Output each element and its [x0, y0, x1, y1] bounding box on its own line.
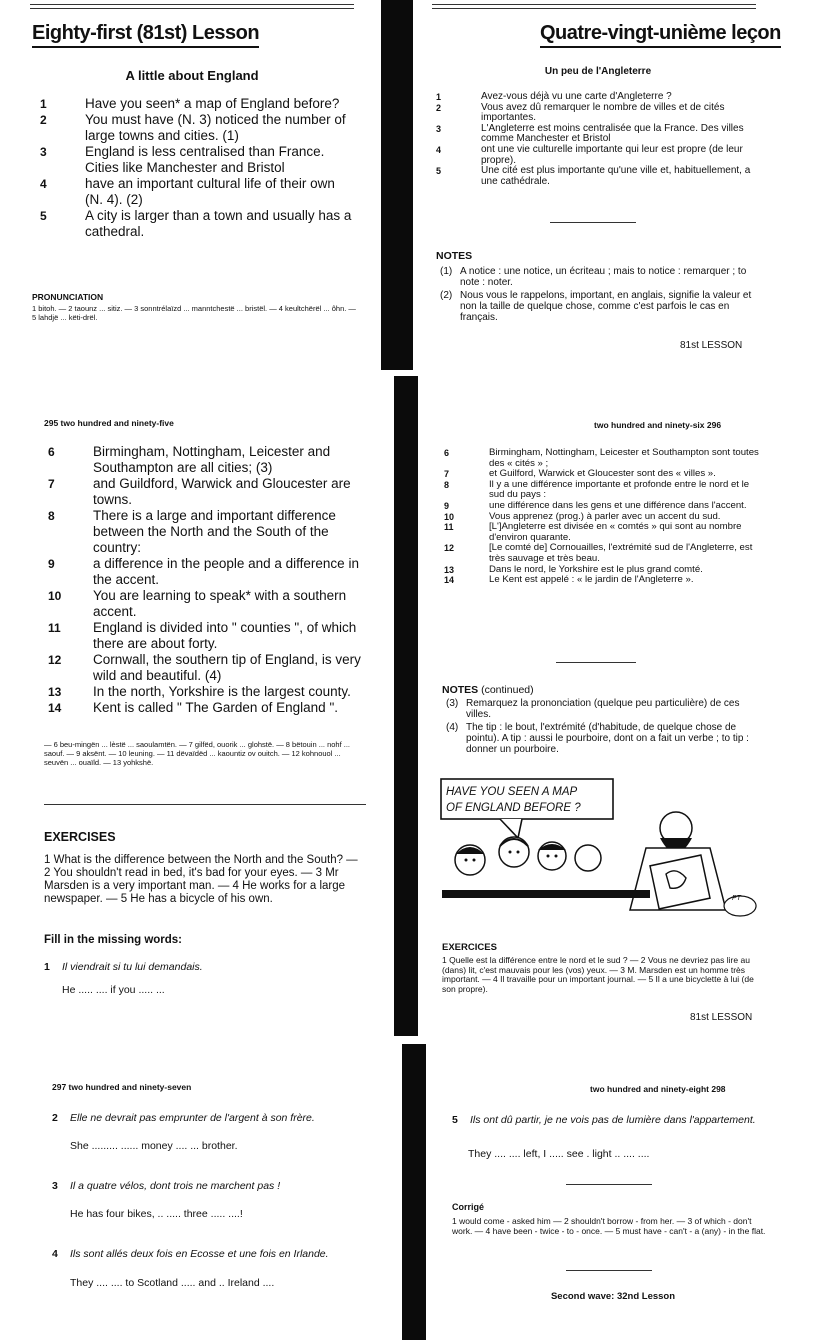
book-spine-1: [381, 0, 413, 370]
book-spine-3: [402, 1044, 426, 1340]
page-header-297: 297 two hundred and ninety-seven: [52, 1082, 192, 1092]
notes-list-2: [446, 698, 766, 755]
page-header-298: two hundred and ninety-eight 298: [590, 1084, 726, 1094]
list-item: 13 Dans le nord, le Yorkshire est le plus grand comté.: [444, 563, 703, 575]
notes-title: NOTES: [436, 250, 473, 262]
list-item: 5 Une cité est plus importante qu'une ville et, habituellement, a une cathédrale.: [436, 165, 751, 187]
corrige-text: 1 would come - asked him — 2 shouldn't borrow - from her. — 3 of which - don't work. — 4 have been - twice - to - once. — 5 must have - can't - a (any) - in the flat.: [452, 1216, 766, 1236]
fill-in-2: 2 Elle ne devrait pas emprunter de l'argent à son frère.: [52, 1112, 315, 1124]
list-item: 8 There is a large and important difference between the North and the South of the country:: [48, 508, 336, 555]
exercices-text: 1 Quelle est la différence entre le nord et le sud ? — 2 Vous ne devriez pas lire au (dans) lit, c'est mauvais pour les (vos) yeux. — 3 M. Marsden est un homme très important. — 4 Il travaille pour un important journal. — 5 Il a une bicyclette à lui (de son propre).: [442, 955, 754, 994]
list-item: 11 [L']Angleterre est divisée en « comtés » qui sont au nombre d'environ quarante.: [444, 521, 742, 543]
lesson-subtitle-en: A little about England: [125, 68, 259, 83]
notes-continued-title: NOTES (continued): [442, 684, 534, 696]
pronunciation-text-2: — 6 beu-mingën ... lèstë ... saoulamtën. — 7 gilfëd, ouorik ... glohstë. — 8 bëtouin ... nohf ... saouf. — 9 aksënt. — 10 leuning. — 11 dëvaïdëd ... kaountiz ov ouitch. — 12 kohnouol ... seuvën ... ouaïld. — 13 yohkshë.: [44, 740, 350, 767]
divider: [556, 662, 636, 663]
fill-in-4-blank: They .... .... to Scotland ..... and .. Ireland ....: [70, 1277, 275, 1289]
fill-in-4: 4 Ils sont allés deux fois en Ecosse et une fois en Irlande.: [52, 1248, 329, 1260]
list-item: 13 In the north, Yorkshire is the largest county.: [48, 684, 351, 699]
fill-in-3-blank: He has four bikes, .. ..... three ..... ....!: [70, 1208, 243, 1220]
list-item: 12 Cornwall, the southern tip of England, is very wild and beautiful. (4): [48, 652, 361, 683]
lesson-footer-2: 81st LESSON: [690, 1012, 753, 1023]
list-item: 8 Il y a une différence importante et profonde entre le nord et le sud du pays :: [444, 478, 750, 501]
lesson-title-fr: Quatre-vingt-unième leçon: [540, 22, 781, 48]
list-item: 6 Birmingham, Nottingham, Leicester and Southampton are all cities; (3): [48, 444, 331, 475]
list-item: 1 Avez-vous déjà vu une carte d'Angleterre ?: [436, 91, 672, 102]
notes-list: [440, 266, 756, 323]
cartoon-illustration: [440, 778, 762, 918]
page-header-296: two hundred and ninety-six 296: [594, 420, 722, 430]
list-item: 10 You are learning to speak* with a southern accent.: [48, 588, 347, 619]
list-item: 4 have an important cultural life of their own (N. 4). (2): [40, 176, 335, 207]
list-item: 14 Le Kent est appelé : « le jardin de l'Angleterre ».: [444, 574, 694, 586]
pronunciation-text: 1 bitoh. — 2 taounz ... sitiz. — 3 sonntrélaïzd ... manntchestë ... bristël. — 4 keultchërël ... ôhn. — 5 lahdjë ... këti-drël.: [32, 304, 356, 322]
svg-text:PT: PT: [732, 895, 741, 902]
divider: [566, 1184, 652, 1185]
note-item: (2) Nous vous le rappelons, important, en anglais, signifie la valeur et non la taille de quelque chose, comme c'est parfois le cas en français.: [440, 290, 752, 323]
dialogue-en-1: [40, 96, 355, 240]
divider: [566, 1270, 652, 1271]
cartoon-drawing: [440, 778, 762, 918]
list-item: 7 et Guilford, Warwick et Gloucester sont des « villes ».: [444, 468, 716, 480]
list-item: 7 and Guildford, Warwick and Gloucester are towns.: [48, 476, 351, 507]
list-item: 10 Vous apprenez (prog.) à parler avec un accent du sud.: [444, 510, 721, 522]
dialogue-fr-1: [436, 92, 756, 187]
fill-in-1: 1 Il viendrait si tu lui demandais.: [44, 961, 203, 973]
list-item: 3 L'Angleterre est moins centralisée que la France. Des villes comme Manchester et Bristol: [436, 122, 744, 145]
pronunciation-title: PRONUNCIATION: [32, 292, 104, 302]
list-item: 12 [Le comté de] Cornouailles, l'extrémité sud de l'Angleterre, est très sauvage et très beau.: [444, 542, 753, 564]
list-item: 9 une différence dans les gens et une différence dans l'accent.: [444, 499, 747, 511]
lesson-title-en: Eighty-first (81st) Lesson: [32, 22, 259, 48]
fill-in-2-blank: She ......... ...... money .... ... brother.: [70, 1140, 238, 1152]
note-item: (3) Remarquez la prononciation (quelque peu particulière) de ces villes.: [446, 698, 740, 720]
exercices-title: EXERCICES: [442, 942, 497, 953]
fill-in-1-blank: He ..... .... if you ..... ...: [62, 984, 165, 996]
list-item: 5 A city is larger than a town and usually has a cathedral.: [40, 208, 352, 239]
list-item: 1 Have you seen* a map of England before?: [40, 96, 340, 111]
list-item: 3 England is less centralised than France. Cities like Manchester and Bristol: [40, 144, 325, 175]
book-spine-2: [394, 376, 418, 1036]
top-rule: [432, 4, 756, 9]
divider: [550, 222, 636, 223]
list-item: 4 ont une vie culturelle importante qui leur est propre (de leur propre).: [436, 143, 743, 166]
dialogue-fr-2: [444, 448, 766, 586]
list-item: 2 You must have (N. 3) noticed the number of large towns and cities. (1): [40, 112, 346, 143]
list-item: 14 Kent is called " The Garden of England ".: [48, 700, 338, 715]
cartoon-caption-line-1: HAVE YOU SEEN A MAP: [446, 786, 578, 798]
fill-in-5-blank: They .... .... left, I ..... see . light .. .... ....: [468, 1148, 650, 1160]
note-item: (4) The tip : le bout, l'extrémité (d'habitude, de quelque chose de pointu). A tip : aussi le pourboire, dont on a fait un verbe ; to tip : donner un pourboire.: [446, 722, 749, 755]
lesson-footer: 81st LESSON: [680, 340, 743, 351]
note-item: (1) A notice : une notice, un écriteau ; mais to notice : remarquer ; to note : noter.: [440, 266, 747, 288]
lesson-subtitle-fr: Un peu de l'Angleterre: [544, 66, 652, 77]
page-header-295: 295 two hundred and ninety-five: [44, 418, 174, 428]
divider: [44, 804, 366, 805]
fill-in-5: 5 Ils ont dû partir, je ne vois pas de lumière dans l'appartement.: [452, 1114, 756, 1126]
fill-in-3: 3 Il a quatre vélos, dont trois ne marchent pas !: [52, 1180, 281, 1192]
top-rule: [30, 4, 354, 9]
fill-in-title: Fill in the missing words:: [44, 934, 183, 946]
list-item: 9 a difference in the people and a difference in the accent.: [48, 556, 359, 587]
dialogue-en-2: [48, 444, 366, 716]
list-item: 6 Birmingham, Nottingham, Leicester et Southampton sont toutes des « cités » ;: [444, 447, 759, 469]
exercises-title: EXERCISES: [44, 830, 116, 844]
list-item: 11 England is divided into " counties ", of which there are about forty.: [48, 620, 357, 651]
list-item: 2 Vous avez dû remarquer le nombre de villes et de cités importantes.: [436, 101, 725, 124]
cartoon-caption-line-2: OF ENGLAND BEFORE ?: [446, 802, 581, 814]
exercises-text: 1 What is the difference between the North and the South? — 2 You shouldn't read in bed, it's bad for your eyes. — 3 Mr Marsden is a very important man. — 4 He works for a large newspaper. — 5 He has a bicycle of his own.: [44, 854, 358, 905]
corrige-title: Corrigé: [452, 1202, 485, 1212]
second-wave: Second wave: 32nd Lesson: [550, 1291, 676, 1302]
